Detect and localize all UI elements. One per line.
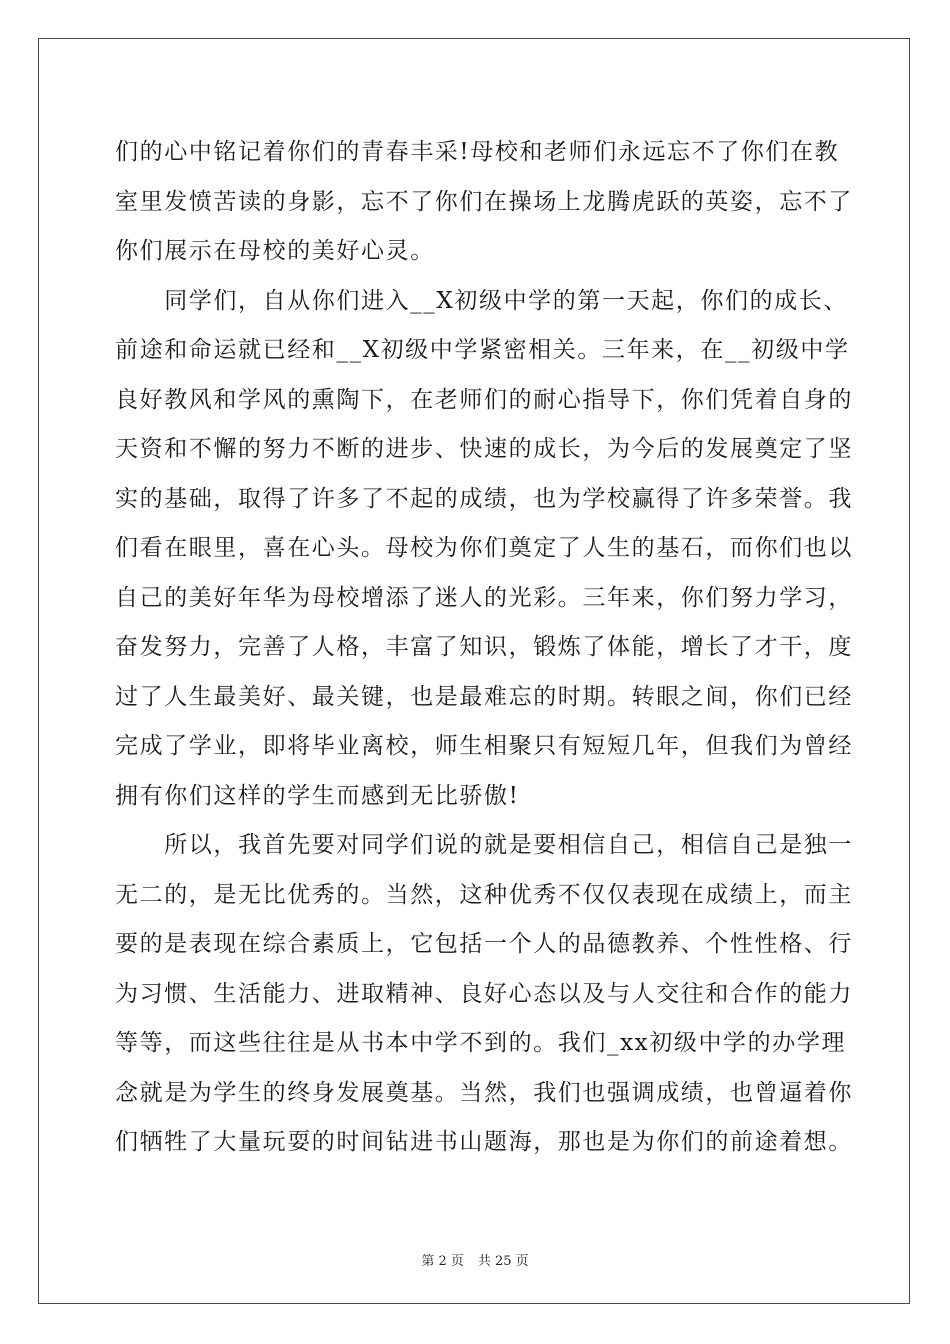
text-line: 同学们，自从你们进入__X初级中学的第一天起，你们的成长、 [115,287,848,314]
text-line: 完成了学业，即将毕业离校，师生相聚只有短短几年，但我们为曾经 [115,733,853,759]
paragraph-1 [115,128,853,277]
text-line: 们牺牲了大量玩耍的时间钻进书山题海，那也是为你们的前途着想。 [115,1129,853,1155]
text-line: 们的心中铭记着你们的青春丰采!母校和老师们永远忘不了你们在教 [115,139,840,165]
text-line: 室里发愤苦读的身影，忘不了你们在操场上龙腾虎跃的英姿，忘不了 [115,188,853,215]
text-line: 过了人生最美好、最关键，也是最难忘的时期。转眼之间，你们已经 [115,683,853,710]
text-line: 念就是为学生的终身发展奠基。当然，我们也强调成绩，也曾逼着你 [115,1079,853,1106]
text-line: 你们展示在母校的美好心灵。 [115,238,435,264]
text-line: 为习惯、生活能力、进取精神、良好心态以及与人交往和合作的能力 [115,980,853,1007]
text-line: 们看在眼里，喜在心头。母校为你们奠定了人生的基石，而你们也以 [115,535,853,561]
paragraph-3 [115,821,853,1168]
text-line: 等等，而这些往往是从书本中学不到的。我们_xx初级中学的办学理 [115,1030,847,1056]
text-line: 实的基础，取得了许多了不起的成绩，也为学校赢得了许多荣誉。我 [115,485,853,512]
text-line: 天资和不懈的努力不断的进步、快速的成长，为今后的发展奠定了坚 [115,436,853,462]
page-total: 共 25 页 [477,1254,529,1269]
paragraph-2 [115,277,853,822]
text-line: 良好教风和学风的熏陶下，在老师们的耐心指导下，你们凭着自身的 [115,386,853,413]
text-line: 要的是表现在综合素质上，它包括一个人的品德教养、个性性格、行 [115,931,853,957]
text-line: 所以，我首先要对同学们说的就是要相信自己，相信自己是独一 [115,832,853,858]
text-line: 自己的美好年华为母校增添了迷人的光彩。三年来，你们努力学习， [115,584,853,611]
document-body [115,128,853,1168]
text-line: 奋发努力，完善了人格，丰富了知识，锻炼了体能，增长了才干，度 [115,634,853,660]
page-number: 第 2 页 [421,1254,464,1269]
page-footer [0,1250,950,1269]
text-line: 前途和命运就已经和__X初级中学紧密相关。三年来，在__初级中学 [115,337,850,363]
text-line: 拥有你们这样的学生而感到无比骄傲! [115,782,520,809]
text-line: 无二的，是无比优秀的。当然，这种优秀不仅仅表现在成绩上，而主 [115,881,853,908]
